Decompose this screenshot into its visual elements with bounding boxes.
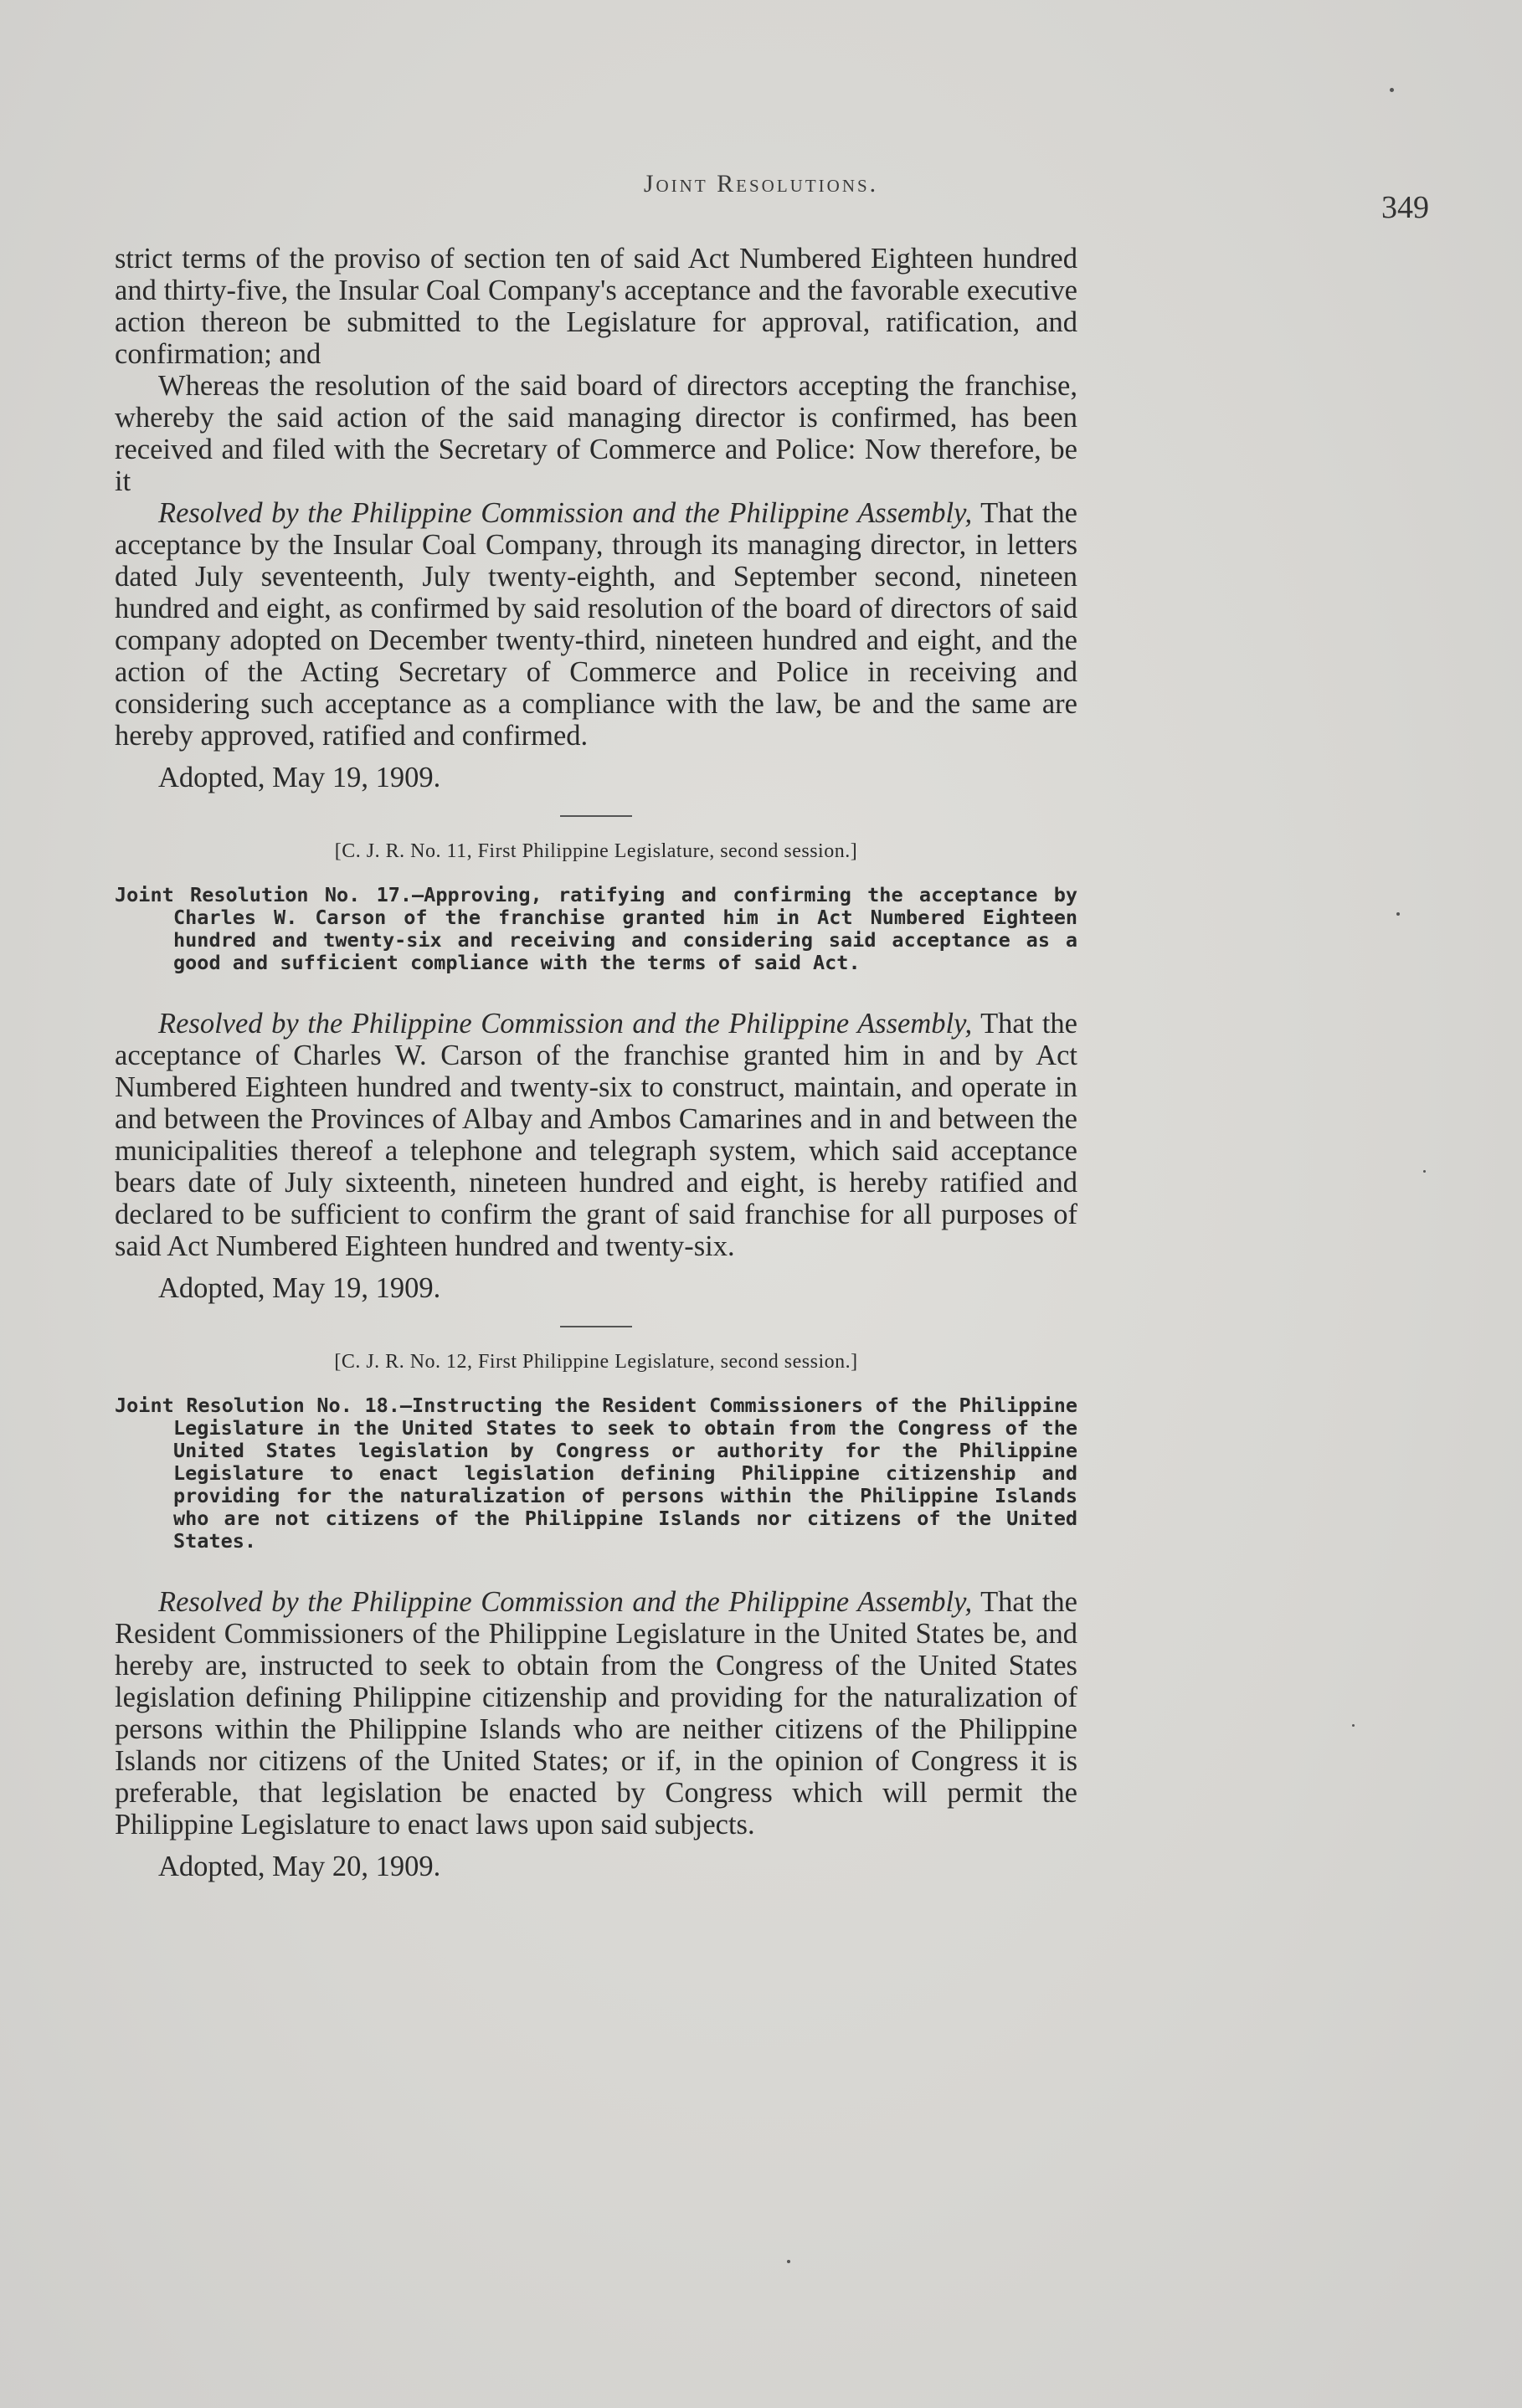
continuation-paragraph: strict terms of the proviso of section ten of said Act Numbered Eighteen hundred and thirty-five, the Insular Coal Company's acceptance and the favorable executive action thereon be submitted to the Legislature for approval, ratification, and confirmation; and xyxy=(115,243,1077,370)
scan-speck xyxy=(1352,1724,1355,1727)
resolved-clause: Resolved by the Philippine Commission and the Philippine Assembly, xyxy=(158,1008,973,1040)
resolved-paragraph xyxy=(115,1008,1077,1262)
scan-speck xyxy=(1396,912,1400,916)
adopted-date: Adopted, May 19, 1909. xyxy=(158,1272,441,1304)
resolved-clause: Resolved by the Philippine Commission and the Philippine Assembly, xyxy=(158,497,973,529)
scan-speck xyxy=(787,2260,790,2263)
whereas-paragraph: Whereas the resolution of the said board of directors accepting the franchise, whereby the said action of the said managing director is confirmed, has been received and filed with the Secretary of Commerce and Police: Now therefore, be it xyxy=(115,370,1077,497)
resolved-text: That the acceptance by the Insular Coal Company, through its managing director, in letters dated July seventeenth, July twenty-eighth, and September second, nineteen hundred and eight, as confirmed by said resolution of the board of directors of said company adopted on December twenty-third, nineteen hundred and eight, and the action of the Acting Secretary of Commerce and Police in receiving and considering such acceptance as a compliance with the law, be and the same are hereby approved, ratified and confirmed. xyxy=(115,497,1077,752)
resolved-paragraph xyxy=(115,497,1077,752)
joint-resolution-heading: Joint Resolution No. 17.—Approving, ratifying and confirming the acceptance by Charles W. Carson of the franchise granted him in Act Numbered Eighteen hundred and twenty-six and receiving and considering said acceptance as a good and sufficient compliance with the terms of said Act. xyxy=(115,883,1077,974)
section-divider xyxy=(560,815,632,817)
resolved-clause: Resolved by the Philippine Commission and the Philippine Assembly, xyxy=(158,1586,973,1618)
scan-speck xyxy=(1390,88,1394,92)
section-divider xyxy=(560,1326,632,1327)
resolved-paragraph xyxy=(115,1586,1077,1841)
running-head: Joint Resolutions. xyxy=(643,170,879,198)
resolved-text: That the Resident Commissioners of the Philippine Legislature in the United States be, and hereby are, instructed to seek to obtain from the Congress of the United States legislation defining Philippine citizenship and providing for the naturalization of persons within the Philippine Islands who are neither citizens of the Philippine Islands nor citizens of the United States; or if, in the opinion of Congress it is preferable, that legislation be enacted by Congress which will permit the Philippine Legislature to enact laws upon said subjects. xyxy=(115,1586,1077,1841)
text-column xyxy=(115,243,1077,1882)
adopted-date: Adopted, May 19, 1909. xyxy=(158,762,441,793)
resolved-text: That the acceptance of Charles W. Carson of the franchise granted him in and by Act Numbered Eighteen hundred and twenty-six to construct, maintain, and operate in and between the Provinces of Albay and Ambos Camarines and in and between the municipalities thereof a telephone and telegraph system, which said acceptance bears date of July sixteenth, nineteen hundred and eight, is hereby ratified and declared to be sufficient to confirm the grant of said franchise for all purposes of said Act Numbered Eighteen hundred and twenty-six. xyxy=(115,1008,1077,1262)
citation: [C. J. R. No. 11, First Philippine Legislature, second session.] xyxy=(334,840,858,862)
adopted-date: Adopted, May 20, 1909. xyxy=(158,1851,441,1882)
citation: [C. J. R. No. 12, First Philippine Legislature, second session.] xyxy=(334,1351,858,1373)
joint-resolution-heading: Joint Resolution No. 18.—Instructing the Resident Commissioners of the Philippine Legislature in the United States to seek to obtain from the Congress of the United States legislation by Congress or authority for the Philippine Legislature to enact legislation defining Philippine citizenship and providing for the naturalization of persons within the Philippine Islands who are not citizens of the Philippine Islands nor citizens of the United States. xyxy=(115,1394,1077,1553)
page-number: 349 xyxy=(1381,190,1429,225)
scan-speck xyxy=(1423,1170,1426,1173)
